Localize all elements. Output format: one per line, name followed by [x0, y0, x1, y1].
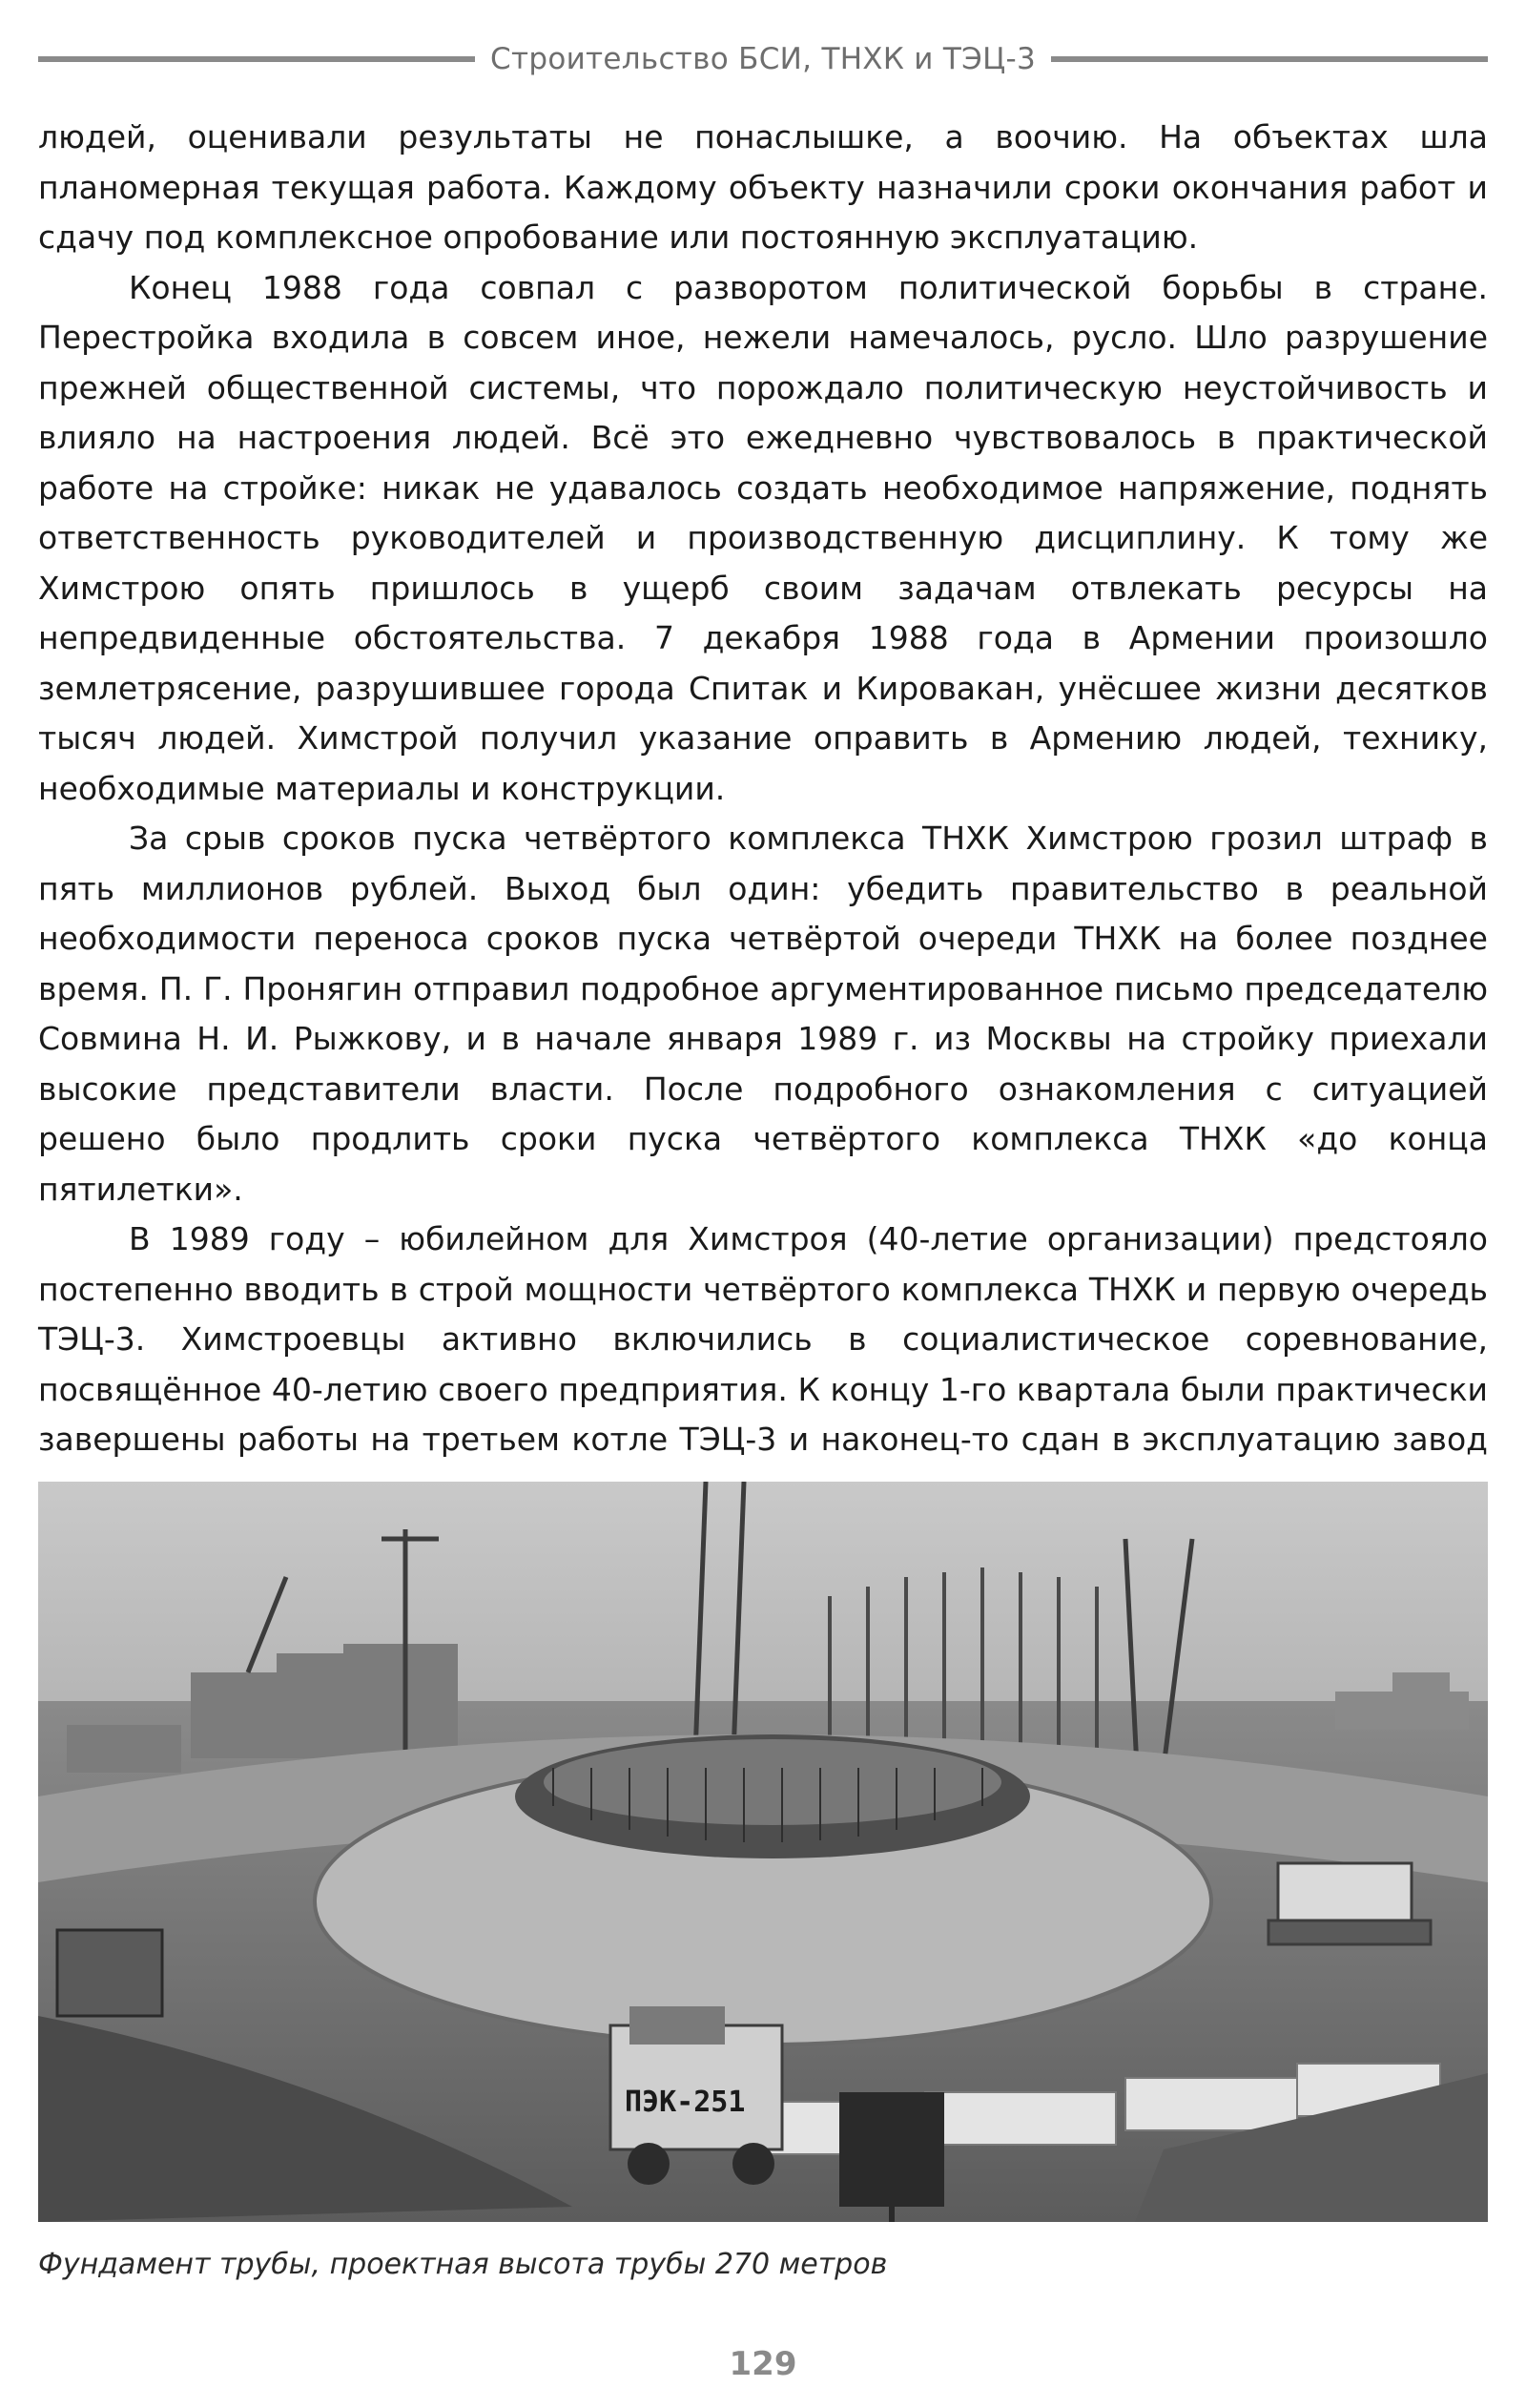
paragraph-1: людей, оценивали результаты не понаслышке, а воочию. На объектах шла планомерная текущая работа. Каждому объекту назначили сроки окончания работ и сдачу под комплексное опробование или постоянную эксплуатацию.: [38, 118, 1488, 256]
site-hut: [57, 1930, 162, 2016]
running-title: Строительство БСИ, ТНХК и ТЭЦ-3: [490, 42, 1036, 76]
foundation-inner: [544, 1739, 1001, 1825]
paragraph-4: В 1989 году – юбилейном для Химстроя (40-летие организации) предстояло постепенно вводить в строй мощности четвёртого комплекса ТНХК и первую очередь ТЭЦ-3. Химстроевцы активно включились в социалистическое соревнование, посвящённое 40-летию своего предприятия. К концу 1-го квартала были практически завершены работы на третьем котле ТЭЦ-3 и наконец-то сдан в эксплуатацию завод: [38, 1220, 1488, 1458]
header-rule-right: [1051, 56, 1488, 62]
truck-marking: ПЭК-251: [625, 2086, 746, 2119]
sign-board: [839, 2092, 944, 2222]
photo-illustration: [38, 1482, 1488, 2222]
page-number: 129: [729, 2345, 797, 2383]
running-header: [38, 40, 1488, 78]
crawler-crane: [1268, 1863, 1431, 1944]
header-rule-left: [38, 56, 475, 62]
paragraph-3: За срыв сроков пуска четвёртого комплекса ТНХК Химстрою грозил штраф в пять миллионов рублей. Выход был один: убедить правительство в реальной необходимости переноса сроков пуска четвёртой очереди ТНХК на более позднее время. П. Г. Пронягин отправил подробное аргументированное письмо председателю Совмина Н. И. Рыжкову, и в начале января 1989 г. из Москвы на стройку приехали высокие представители власти. После подробного ознакомления с ситуацией решено было продлить сроки пуска четвёртого комплекса ТНХК «до конца пятилетки».: [38, 820, 1488, 1208]
photo-caption: Фундамент трубы, проектная высота трубы 270 метров: [38, 2248, 888, 2281]
body-text: [38, 113, 1488, 1615]
paragraph-2: Конец 1988 года совпал с разворотом политической борьбы в стране. Перестройка входила в совсем иное, нежели намечалось, русло. Шло разрушение прежней общественной системы, что порождало политическую неустойчивость и влияло на настроения людей. Всё это ежедневно чувствовалось в практической работе на стройке: никак не удавалось создать необходимое напряжение, поднять ответственность руководителей и производственную дисциплину. К тому же Химстрою опять пришлось в ущерб своим задачам отвлекать ресурсы на непредвиденные обстоятельства. 7 декабря 1988 года в Армении произошло землетрясение, разрушившее города Спитак и Кировакан, унёсшее жизни десятков тысяч людей. Химстрой получил указание оправить в Армению людей, технику, необходимые материалы и конструкции.: [38, 268, 1488, 807]
construction-photo: [38, 1482, 1488, 2222]
